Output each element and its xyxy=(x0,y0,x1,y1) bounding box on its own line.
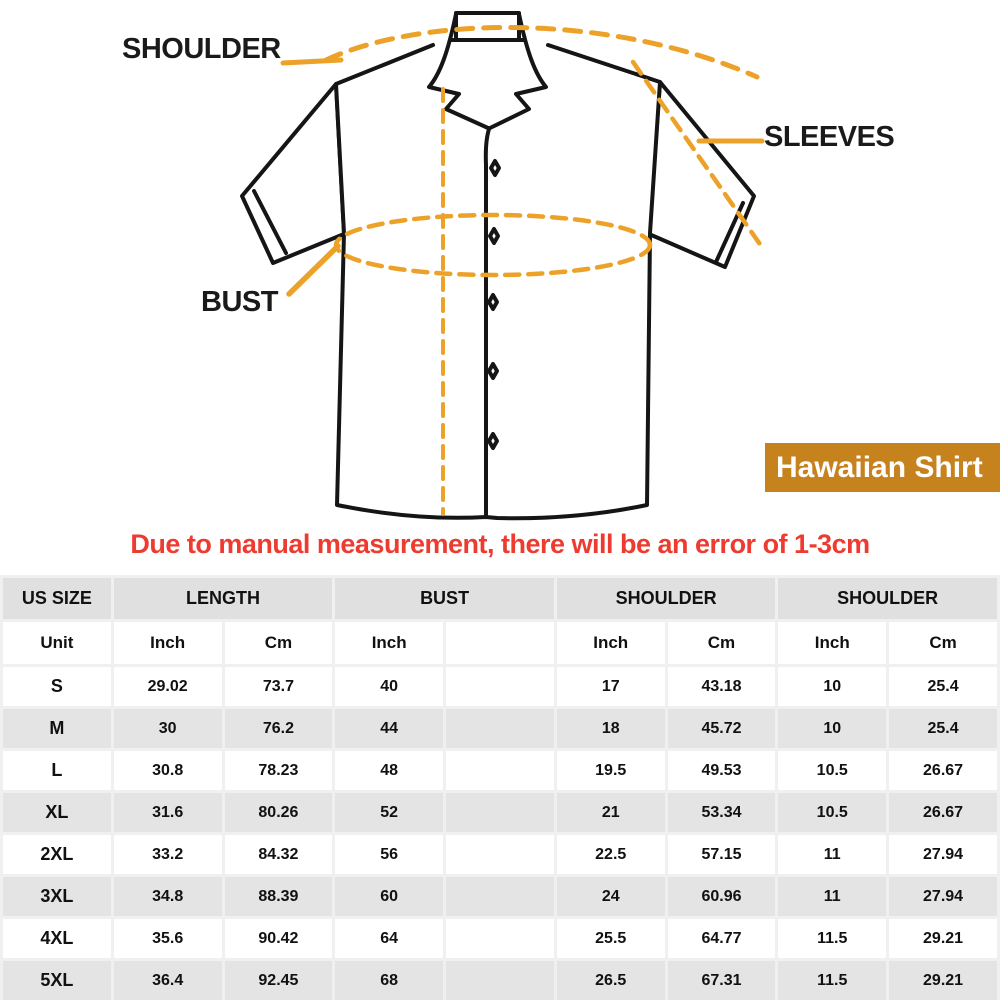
bust-measure-label: BUST xyxy=(201,286,278,318)
value-cell: 45.72 xyxy=(668,709,776,748)
shirt-body-outline xyxy=(336,45,660,518)
value-cell: 11.5 xyxy=(778,919,886,958)
empty-cell xyxy=(446,877,554,916)
value-cell: 44 xyxy=(335,709,443,748)
value-cell: 25.4 xyxy=(889,709,997,748)
button-icon xyxy=(491,161,499,175)
value-cell: 11 xyxy=(778,835,886,874)
value-cell: 64.77 xyxy=(668,919,776,958)
size-label-cell: M xyxy=(3,709,111,748)
value-cell: 49.53 xyxy=(668,751,776,790)
value-cell: 22.5 xyxy=(557,835,665,874)
product-name-badge: Hawaiian Shirt xyxy=(765,443,1000,492)
value-cell: 60.96 xyxy=(668,877,776,916)
table-row xyxy=(3,751,997,790)
table-row xyxy=(3,709,997,748)
unit-header-cell: Cm xyxy=(889,622,997,664)
value-cell: 60 xyxy=(335,877,443,916)
value-cell: 43.18 xyxy=(668,667,776,706)
empty-cell xyxy=(446,835,554,874)
button-icon xyxy=(489,434,497,448)
value-cell: 64 xyxy=(335,919,443,958)
value-cell: 10.5 xyxy=(778,751,886,790)
table-row xyxy=(3,835,997,874)
value-cell: 57.15 xyxy=(668,835,776,874)
size-table-body xyxy=(3,667,997,1000)
table-row xyxy=(3,667,997,706)
size-table xyxy=(0,575,1000,1000)
column-group-header: LENGTH xyxy=(114,578,333,619)
empty-cell xyxy=(446,919,554,958)
shoulder-leader-line xyxy=(283,60,341,63)
unit-header-cell: Unit xyxy=(3,622,111,664)
unit-header-cell: Inch xyxy=(557,622,665,664)
button-icon xyxy=(490,229,498,243)
value-cell: 11 xyxy=(778,877,886,916)
unit-header-cell: Inch xyxy=(778,622,886,664)
empty-cell xyxy=(446,709,554,748)
value-cell: 11.5 xyxy=(778,961,886,1000)
empty-header-cell xyxy=(446,622,554,664)
table-row xyxy=(3,877,997,916)
unit-header-cell: Cm xyxy=(225,622,333,664)
value-cell: 25.4 xyxy=(889,667,997,706)
value-cell: 73.7 xyxy=(225,667,333,706)
value-cell: 92.45 xyxy=(225,961,333,1000)
value-cell: 90.42 xyxy=(225,919,333,958)
sleeves-measure-label: SLEEVES xyxy=(764,121,895,153)
value-cell: 30.8 xyxy=(114,751,222,790)
button-icon xyxy=(489,364,497,378)
value-cell: 21 xyxy=(557,793,665,832)
value-cell: 48 xyxy=(335,751,443,790)
value-cell: 78.23 xyxy=(225,751,333,790)
value-cell: 76.2 xyxy=(225,709,333,748)
group-header-row xyxy=(3,578,997,619)
value-cell: 35.6 xyxy=(114,919,222,958)
value-cell: 25.5 xyxy=(557,919,665,958)
value-cell: 29.02 xyxy=(114,667,222,706)
unit-header-cell: Inch xyxy=(335,622,443,664)
size-label-cell: S xyxy=(3,667,111,706)
size-label-cell: L xyxy=(3,751,111,790)
value-cell: 56 xyxy=(335,835,443,874)
column-group-header: US SIZE xyxy=(3,578,111,619)
value-cell: 27.94 xyxy=(889,835,997,874)
left-sleeve-outline xyxy=(242,84,344,263)
table-row xyxy=(3,919,997,958)
value-cell: 29.21 xyxy=(889,919,997,958)
value-cell: 10 xyxy=(778,709,886,748)
table-row xyxy=(3,793,997,832)
value-cell: 18 xyxy=(557,709,665,748)
value-cell: 10.5 xyxy=(778,793,886,832)
size-table-head xyxy=(3,578,997,664)
size-label-cell: 3XL xyxy=(3,877,111,916)
empty-cell xyxy=(446,961,554,1000)
unit-header-cell: Cm xyxy=(668,622,776,664)
table-row xyxy=(3,961,997,1000)
value-cell: 84.32 xyxy=(225,835,333,874)
value-cell: 10 xyxy=(778,667,886,706)
measurement-error-notice: Due to manual measurement, there will be an error of 1-3cm xyxy=(130,529,870,559)
value-cell: 80.26 xyxy=(225,793,333,832)
empty-cell xyxy=(446,793,554,832)
value-cell: 17 xyxy=(557,667,665,706)
column-group-header: SHOULDER xyxy=(778,578,997,619)
value-cell: 68 xyxy=(335,961,443,1000)
column-group-header: BUST xyxy=(335,578,554,619)
value-cell: 26.5 xyxy=(557,961,665,1000)
value-cell: 40 xyxy=(335,667,443,706)
value-cell: 27.94 xyxy=(889,877,997,916)
column-group-header: SHOULDER xyxy=(557,578,776,619)
size-label-cell: XL xyxy=(3,793,111,832)
value-cell: 34.8 xyxy=(114,877,222,916)
value-cell: 33.2 xyxy=(114,835,222,874)
empty-cell xyxy=(446,751,554,790)
value-cell: 52 xyxy=(335,793,443,832)
value-cell: 36.4 xyxy=(114,961,222,1000)
value-cell: 26.67 xyxy=(889,793,997,832)
value-cell: 26.67 xyxy=(889,751,997,790)
value-cell: 53.34 xyxy=(668,793,776,832)
value-cell: 24 xyxy=(557,877,665,916)
button-icon xyxy=(489,295,497,309)
value-cell: 31.6 xyxy=(114,793,222,832)
value-cell: 67.31 xyxy=(668,961,776,1000)
shoulder-measure-label: SHOULDER xyxy=(122,33,281,65)
unit-header-cell: Inch xyxy=(114,622,222,664)
value-cell: 29.21 xyxy=(889,961,997,1000)
size-label-cell: 2XL xyxy=(3,835,111,874)
value-cell: 19.5 xyxy=(557,751,665,790)
unit-header-row xyxy=(3,622,997,664)
value-cell: 88.39 xyxy=(225,877,333,916)
value-cell: 30 xyxy=(114,709,222,748)
size-label-cell: 4XL xyxy=(3,919,111,958)
empty-cell xyxy=(446,667,554,706)
size-label-cell: 5XL xyxy=(3,961,111,1000)
